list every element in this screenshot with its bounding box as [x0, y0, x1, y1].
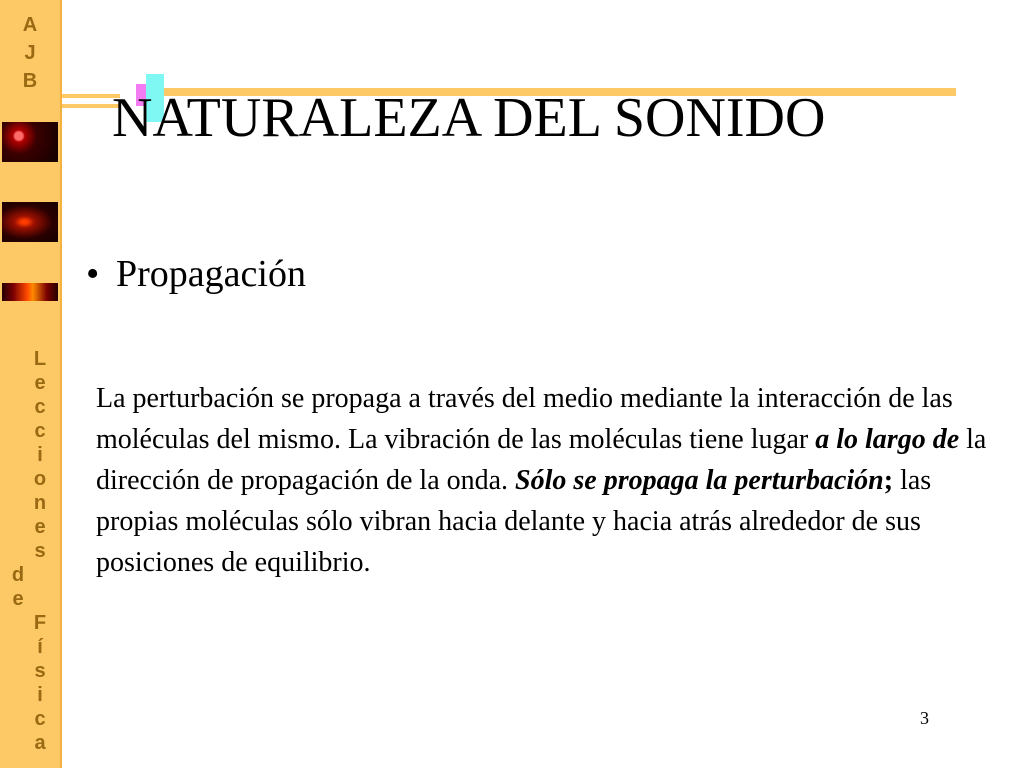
paragraph-text: las propias moléculas sólo vibran hacia delante y hacia atrás alrededor de sus posiciones de equilibrio. [96, 465, 932, 578]
vertical-letter: c [34, 420, 46, 442]
slide-title: NATURALEZA DEL SONIDO [112, 87, 826, 149]
vertical-letter: i [37, 684, 43, 706]
vertical-letter: e [34, 516, 46, 538]
vertical-letter: d [11, 564, 25, 586]
vertical-letter: c [34, 708, 46, 730]
bullet-item [86, 252, 306, 296]
semicolon: ; [883, 465, 894, 496]
vertical-letter: a [34, 732, 46, 754]
emphasis-text: a lo largo de [815, 424, 960, 455]
vertical-letter: n [33, 492, 47, 514]
vertical-letter: F [33, 612, 47, 634]
red-sound-image-2 [2, 202, 58, 242]
vertical-letter: i [37, 444, 43, 466]
red-wave-strip [2, 283, 58, 301]
bullet-icon: • [86, 253, 100, 295]
paragraph-text: la dirección de propagación de la onda. [96, 424, 987, 496]
logo-letter: B [22, 70, 38, 92]
sidebar-edge [60, 0, 62, 768]
vertical-letter: L [33, 348, 47, 370]
paragraph-text: La perturbación se propaga a través del medio mediante la interacción de las moléculas del mismo. La vibración de las moléculas tiene lugar [96, 383, 953, 455]
vertical-letter: e [12, 588, 24, 610]
bullet-text: Propagación [116, 253, 306, 295]
page-number: 3 [920, 708, 929, 728]
vertical-letter: o [33, 468, 47, 490]
logo-letter: J [24, 42, 36, 64]
sidebar [0, 0, 60, 768]
body-paragraph [96, 378, 1004, 583]
vertical-letter: s [34, 660, 46, 682]
logo-letter: A [22, 14, 38, 36]
vertical-letter: c [34, 396, 46, 418]
emphasis-text: Sólo se propaga la perturbación [515, 465, 884, 496]
red-sound-image-1 [2, 122, 58, 162]
vertical-letter: í [37, 636, 43, 658]
vertical-letter: s [34, 540, 46, 562]
vertical-letter: e [34, 372, 46, 394]
